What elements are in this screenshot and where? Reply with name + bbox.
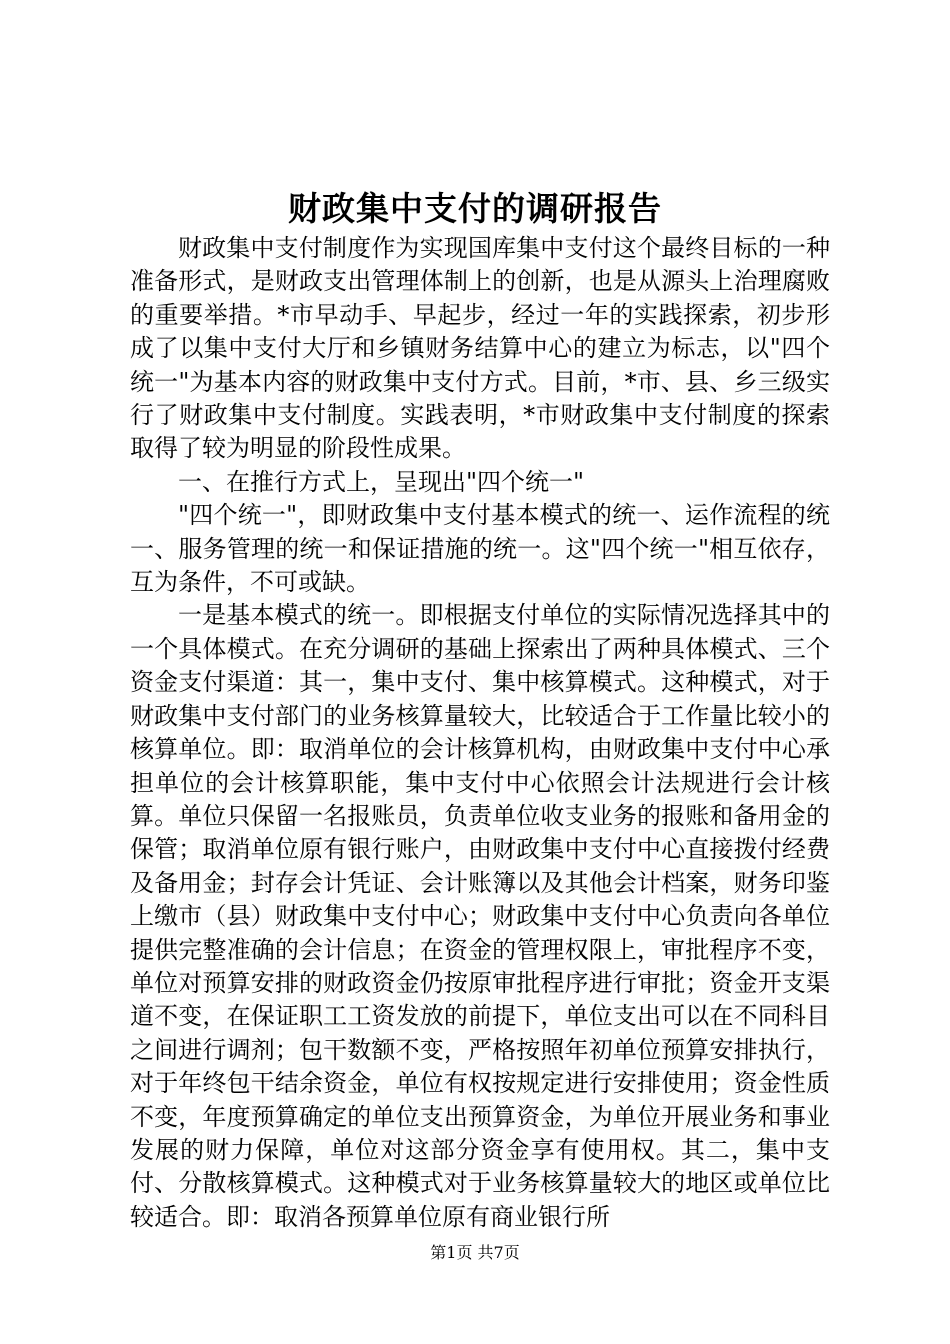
page-number-footer: 第1页 共7页 [430,1243,520,1262]
paragraph: 财政集中支付制度作为实现国库集中支付这个最终目标的一种准备形式，是财政支出管理体制上的创新，也是从源头上治理腐败的重要举措。*市早动手、早起步，经过一年的实践探索，初步形成了以集中支付大厅和乡镇财务结算中心的建立为标志，以"四个统一"为基本内容的财政集中支付方式。目前，*市、县、乡三级实行了财政集中支付制度。实践表明，*市财政集中支付制度的探索取得了较为明显的阶段性成果。 [130,234,830,463]
section-heading: 一、在推行方式上，呈现出"四个统一" [178,467,585,496]
document-body [130,232,830,1234]
document-title: 财政集中支付的调研报告 [288,189,662,228]
paragraph: 一是基本模式的统一。即根据支付单位的实际情况选择其中的一个具体模式。在充分调研的基础上探索出了两种具体模式、三个资金支付渠道：其一，集中支付、集中核算模式。这种模式，对于财政集中支付部门的业务核算量较大，比较适合于工作量比较小的核算单位。即：取消单位的会计核算机构，由财政集中支付中心承担单位的会计核算职能，集中支付中心依照会计法规进行会计核算。单位只保留一名报账员，负责单位收支业务的报账和备用金的保管；取消单位原有银行账户，由财政集中支付中心直接拨付经费及备用金；封存会计凭证、会计账簿以及其他会计档案，财务印鉴上缴市（县）财政集中支付中心；财政集中支付中心负责向各单位提供完整准确的会计信息；在资金的管理权限上，审批程序不变，单位对预算安排的财政资金仍按原审批程序进行审批；资金开支渠道不变，在保证职工工资发放的前提下，单位支出可以在不同科目之间进行调剂；包干数额不变，严格按照年初单位预算安排执行，对于年终包干结余资金，单位有权按规定进行安排使用；资金性质不变，年度预算确定的单位支出预算资金，为单位开展业务和事业发展的财力保障，单位对这部分资金享有使用权。其二，集中支付、分散核算模式。这种模式对于业务核算量较大的地区或单位比较适合。即：取消各预算单位原有商业银行所 [130,601,830,1231]
paragraph: "四个统一"，即财政集中支付基本模式的统一、运作流程的统一、服务管理的统一和保证措施的统一。这"四个统一"相互依存，互为条件，不可或缺。 [130,501,830,597]
